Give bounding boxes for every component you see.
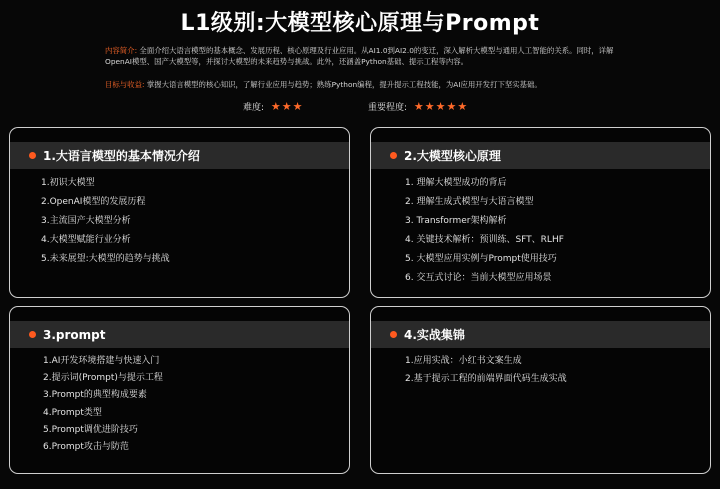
bullet-dot-icon (390, 152, 397, 159)
importance-label: 重要程度: (368, 103, 408, 113)
difficulty-rating (243, 100, 304, 113)
bullet-dot-icon (390, 331, 397, 338)
module-card-3 (9, 306, 350, 474)
bullet-dot-icon (29, 331, 36, 338)
list-item: 2.基于提示工程的前端界面代码生成实战 (405, 373, 567, 384)
module-card-2 (370, 127, 711, 298)
module-card-header (371, 321, 710, 348)
module-card-title: 1.大语言模型的基本情况介绍 (43, 149, 200, 163)
list-item: 5.未来展望:大模型的趋势与挑战 (41, 254, 170, 264)
list-item: 4. 关键技术解析：预训练、SFT、RLHF (405, 235, 564, 245)
goal-intro (105, 79, 625, 90)
list-item: 1.应用实战：小红书文案生成 (405, 356, 522, 366)
list-item: 1.初识大模型 (41, 178, 95, 188)
list-item: 2. 理解生成式模型与大语言模型 (405, 197, 534, 207)
content-intro-text: 全面介绍大语言模型的基本概念、发展历程、核心原理及行业应用。从AI1.0到AI2.0的变迁，深入解析大模型与通用人工智能的关系。同时，详解OpenAI模型、国产大模型等，并探讨大模型的未来趋势与挑战。此外，还涵盖Python基础、提示工程等内容。 (105, 46, 614, 66)
module-item-list (43, 353, 163, 456)
module-card-title: 4.实战集锦 (404, 328, 465, 342)
content-intro-label: 内容简介: (105, 46, 138, 55)
difficulty-label: 难度: (243, 103, 265, 113)
importance-stars-icon: ★★★★★ (413, 100, 469, 113)
goal-intro-text: 掌握大语言模型的核心知识，了解行业应用与趋势；熟练Python编程，提升提示工程技能，为AI应用开发打下坚实基础。 (146, 80, 542, 89)
module-item-list (41, 174, 170, 269)
module-item-list (405, 174, 564, 288)
goal-intro-label: 目标与收益: (105, 80, 145, 89)
page-title: L1级别:大模型核心原理与Prompt (180, 11, 540, 36)
module-card-4 (370, 306, 711, 474)
importance-rating (368, 100, 468, 113)
list-item: 3. Transformer架构解析 (405, 216, 507, 226)
list-item: 2.提示词(Prompt)与提示工程 (43, 373, 163, 384)
list-item: 3.Prompt的典型构成要素 (43, 390, 147, 401)
module-card-header (371, 142, 710, 169)
content-intro (105, 45, 625, 67)
list-item: 6. 交互式讨论：当前大模型应用场景 (405, 273, 552, 283)
list-item: 3.主流国产大模型分析 (41, 216, 131, 226)
list-item: 1. 理解大模型成功的背后 (405, 178, 507, 188)
list-item: 4.Prompt类型 (43, 407, 102, 418)
module-card-1 (9, 127, 350, 298)
list-item: 1.AI开发环境搭建与快速入门 (43, 356, 160, 366)
list-item: 4.大模型赋能行业分析 (41, 235, 131, 245)
module-card-header (10, 142, 349, 169)
bullet-dot-icon (29, 152, 36, 159)
list-item: 6.Prompt攻击与防范 (43, 441, 129, 452)
module-card-header (10, 321, 349, 348)
module-item-list (405, 353, 567, 388)
difficulty-stars-icon: ★★★ (270, 100, 304, 113)
module-card-title: 2.大模型核心原理 (404, 149, 501, 163)
list-item: 5.Prompt调优进阶技巧 (43, 424, 138, 435)
module-card-title: 3.prompt (43, 327, 106, 342)
list-item: 5. 大模型应用实例与Prompt使用技巧 (405, 254, 557, 264)
list-item: 2.OpenAI模型的发展历程 (41, 197, 146, 207)
